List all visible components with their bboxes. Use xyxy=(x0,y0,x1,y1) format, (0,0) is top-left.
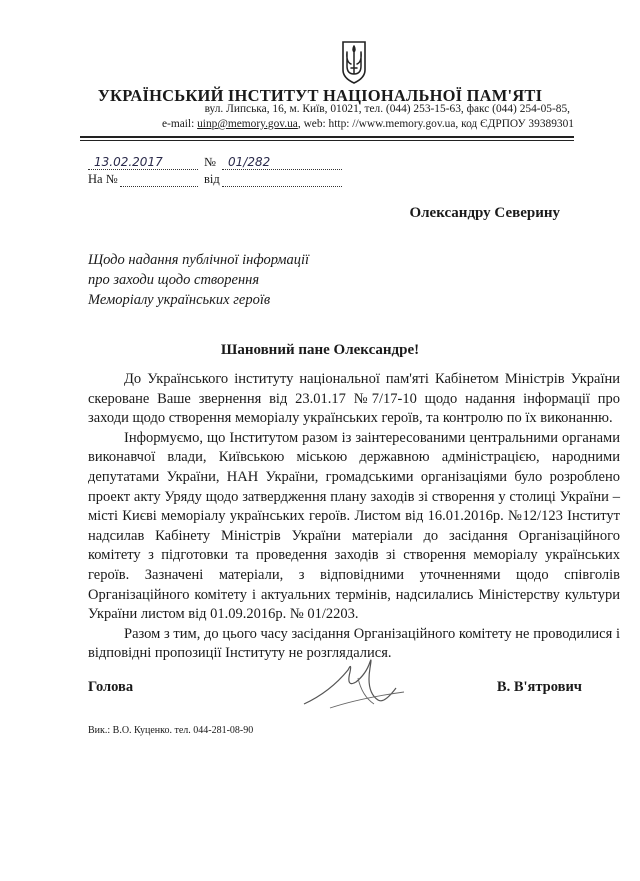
trident-coat-of-arms-icon xyxy=(341,40,367,84)
email-link[interactable]: uinp@memory.gov.ua xyxy=(197,118,298,130)
subject-line: Меморіалу українських героїв xyxy=(88,292,271,308)
incoming-number-field xyxy=(120,173,198,187)
outgoing-date-value: 13.02.2017 xyxy=(94,155,163,169)
letterhead-rule-thin xyxy=(80,140,574,141)
recipient-name: Олександру Северину xyxy=(409,205,560,221)
number-label: № xyxy=(204,155,216,169)
letter-subject xyxy=(88,250,309,310)
body-paragraph: Інформуємо, що Інститутом разом із заінтересованими центральними органами виконавчої влади, Київською міською державною адміністрацією, народними депутатами України, НАН України, громадськими організаціями було розроблено проект акту Уряду щодо затвердження плану заходів зі створення у столиці України – місті Києві меморіалу українських героїв. Листом від 16.01.2016р. №12/123 Інститут надсилав Кабінету Міністрів України матеріали до засідання Організаційного комітету з підготовки та проведення заходів зі створення меморіалу українських героїв. Зазначені матеріали, з відповідними уточненнями щодо співголів Організаційного комітету і актуальних термінів, надсилались Міністерству культури України листом від 01.09.2016р. № 01/2203. xyxy=(88,429,620,623)
signatory-title: Голова xyxy=(88,679,134,695)
email-label: e-mail: xyxy=(161,118,195,130)
subject-line: про заходи щодо створення xyxy=(88,272,260,288)
body-paragraph: До Українського інституту національної пам'яті Кабінетом Міністрів України скероване Ваше звернення від 23.01.17 №7/17-10 щодо надання інформації про заходи щодо створення меморіалу українських героїв, та контролю по їх виконанню. xyxy=(88,371,620,427)
salutation: Шановний пане Олександре! xyxy=(220,342,420,358)
executor-note: Вик.: В.О. Куценко. тел. 044-281-08-90 xyxy=(88,725,254,736)
organization-name: УКРАЇНСЬКИЙ ІНСТИТУТ НАЦІОНАЛЬНОЇ ПАМ'ЯТІ xyxy=(97,86,543,105)
outgoing-number-value: 01/282 xyxy=(228,155,271,169)
letterhead-rule-thick xyxy=(80,136,574,138)
outgoing-number-field xyxy=(222,156,342,170)
outgoing-date-field xyxy=(88,156,198,170)
incoming-date-field xyxy=(222,173,342,187)
incoming-from-label: від xyxy=(204,172,220,186)
organization-address: вул. Липська, 16, м. Київ, 01021, тел. (044) 253-15-63, факс (044) 254-05-85, xyxy=(204,103,570,115)
body-paragraph: Разом з тим, до цього часу засідання Організаційного комітету не проводилися і відповідні пропозиції Інституту не розглядалися. xyxy=(88,625,620,662)
organization-contacts xyxy=(162,118,574,130)
handwritten-signature xyxy=(300,652,410,710)
incoming-number-label: На № xyxy=(88,172,118,186)
signatory-name: В. В'ятрович xyxy=(496,679,582,695)
letter-body xyxy=(88,370,620,664)
subject-line: Щодо надання публічної інформації xyxy=(88,252,310,268)
web-and-code: , web: http: //www.memory.gov.ua, код ЄДРПОУ 39389301 xyxy=(297,118,574,130)
